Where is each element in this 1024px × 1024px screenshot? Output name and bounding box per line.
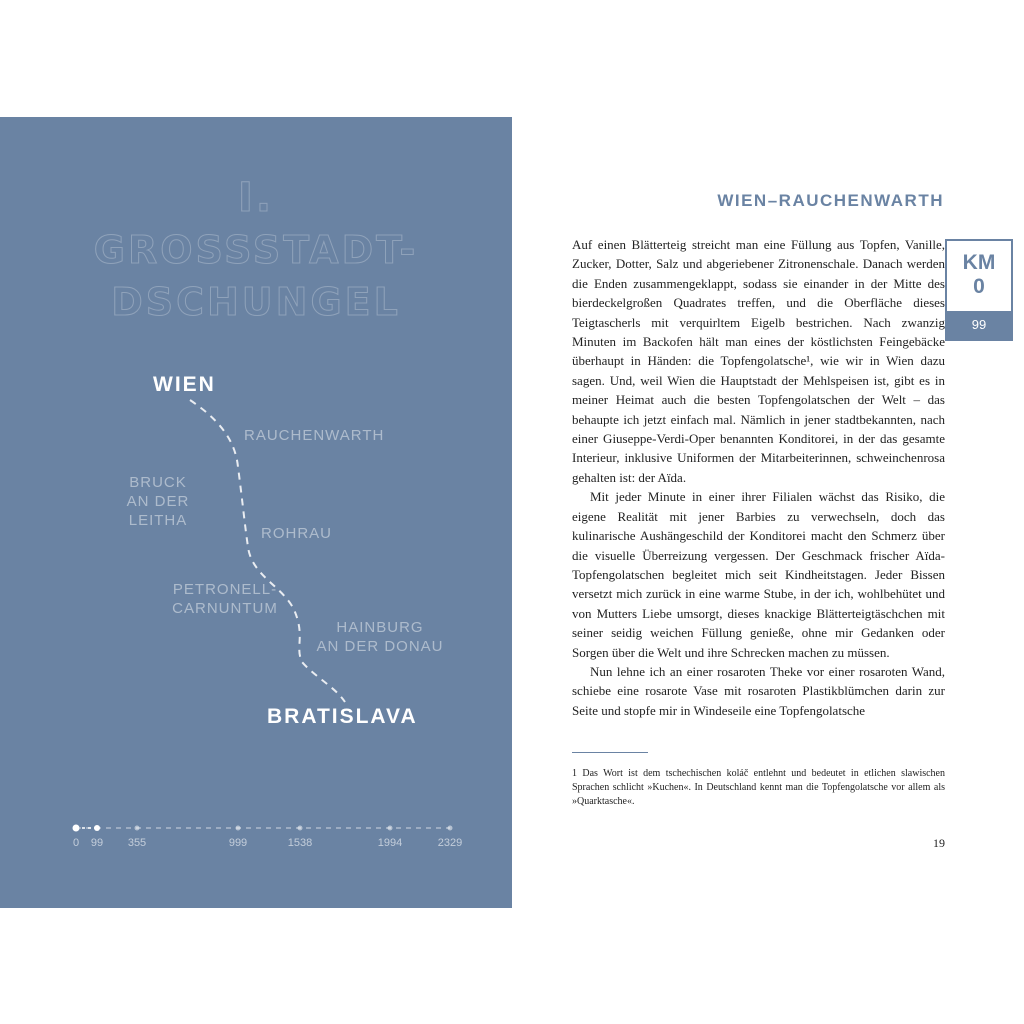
paragraph: Mit jeder Minute in einer ihrer Filialen wächst das Risiko, die eigene Realität mit jener Barbies zu verwechseln, doch das kulinarische Aushängeschild der Konditorei macht den Schmerz über die visuelle Überreizung vergessen. Der Geschmack frischer Aïda-Topfengolatschen begleitet mich seit Kindheitstagen. Jeder Bissen versetzt mich zurück in eine warme Stube, in der ich, wohlbehütet und von Mutters Liebe umsorgt, dieses knackige Blätterteigtäschchen mit seiner seidig weichen Füllung genieße, ohne mir Gedanken oder Sorgen über die Welt und ihre Schrecken machen zu müssen. (572, 489, 945, 660)
timeline-dot (135, 826, 140, 831)
tick-label: 99 (90, 837, 104, 849)
paragraph: Nun lehne ich an einer rosaroten Theke vor einer rosaroten Wand, schiebe eine rosarote Vase mit rosaroten Plastikblümchen darin zur Seite und stopfe mir in Windeseile eine Topfengolatsche (572, 663, 945, 718)
chapter-title-line-2: DSCHUNGEL (111, 280, 401, 324)
start-city: WIEN (153, 373, 216, 396)
km-start: 0 (973, 275, 985, 298)
page-number: 19 (933, 836, 945, 850)
timeline-dot (388, 826, 393, 831)
tick-label: 2329 (437, 837, 463, 849)
section-title: WIEN–RAUCHENWARTH (717, 191, 944, 210)
place-label: RAUCHENWARTH (244, 427, 385, 444)
place-label: PETRONELL- CARNUNTUM (172, 581, 278, 617)
place-label: ROHRAU (261, 525, 333, 542)
footnote-rule (572, 752, 648, 753)
paragraph: Auf einen Blätterteig streicht man eine Füllung aus Topfen, Vanille, Zucker, Dotter, Salz und abgeriebener Zitronenschale. Danach werden die Enden zusammengeklappt, sodass sie einander in der Mitte des bierdeckelgroßen Quadrates treffen, und die Oberfläche dieses Teigtascherls mit verquirltem Eigelb bestrichen. Nach zwanzig Minuten im Backofen hält man eines der köstlichsten Feingebäcke überhaupt in Händen: die Topfengolatsche¹, wie wir in Wien dazu sagen. Und, weil Wien die Hauptstadt der Mehlspeisen ist, gibt es in meiner Heimat auch die besten Topfengolatschen der Welt – das behaupte ich jetzt einfach mal. Nämlich in jener stadtbekannten, nach einer Giuseppe-Verdi-Oper benannten Konditorei, in der das gesamte Interieur, inklusive Uniformen der Mitarbeiterinnen, schweinchenrosa gehalten ist: der Aïda. (572, 237, 945, 485)
place-label: BRUCK AN DER LEITHA (126, 474, 190, 529)
timeline-dot (298, 826, 303, 831)
km-distance: 99 (947, 311, 1011, 339)
left-page (0, 117, 512, 908)
chapter-title-line-1: GROSSSTADT- (93, 228, 419, 272)
route-line (190, 400, 345, 702)
footnote: 1 Das Wort ist dem tschechischen koláč entlehnt und bedeutet in etlichen slawischen Sprachen schlicht »Kuchen«. In Deutschland kennt man die Topfengolatsche vor allem als »Quarktasche«. (572, 768, 945, 807)
tick-label: 999 (228, 837, 248, 849)
end-city: BRATISLAVA (267, 705, 418, 728)
km-box (945, 239, 1013, 341)
place-label: HAINBURG AN DER DONAU (316, 619, 444, 655)
tick-label: 0 (72, 837, 80, 849)
km-label: KM (962, 251, 996, 274)
timeline-dot (448, 826, 453, 831)
timeline-dot (94, 825, 100, 831)
body-text (572, 235, 945, 720)
timeline-dot (236, 826, 241, 831)
chapter-number: I. (237, 175, 275, 221)
timeline-dot (73, 825, 80, 832)
tick-label: 355 (127, 837, 147, 849)
route-map (0, 117, 512, 908)
tick-label: 1538 (287, 837, 313, 849)
tick-label: 1994 (377, 837, 403, 849)
right-page (512, 117, 1024, 908)
